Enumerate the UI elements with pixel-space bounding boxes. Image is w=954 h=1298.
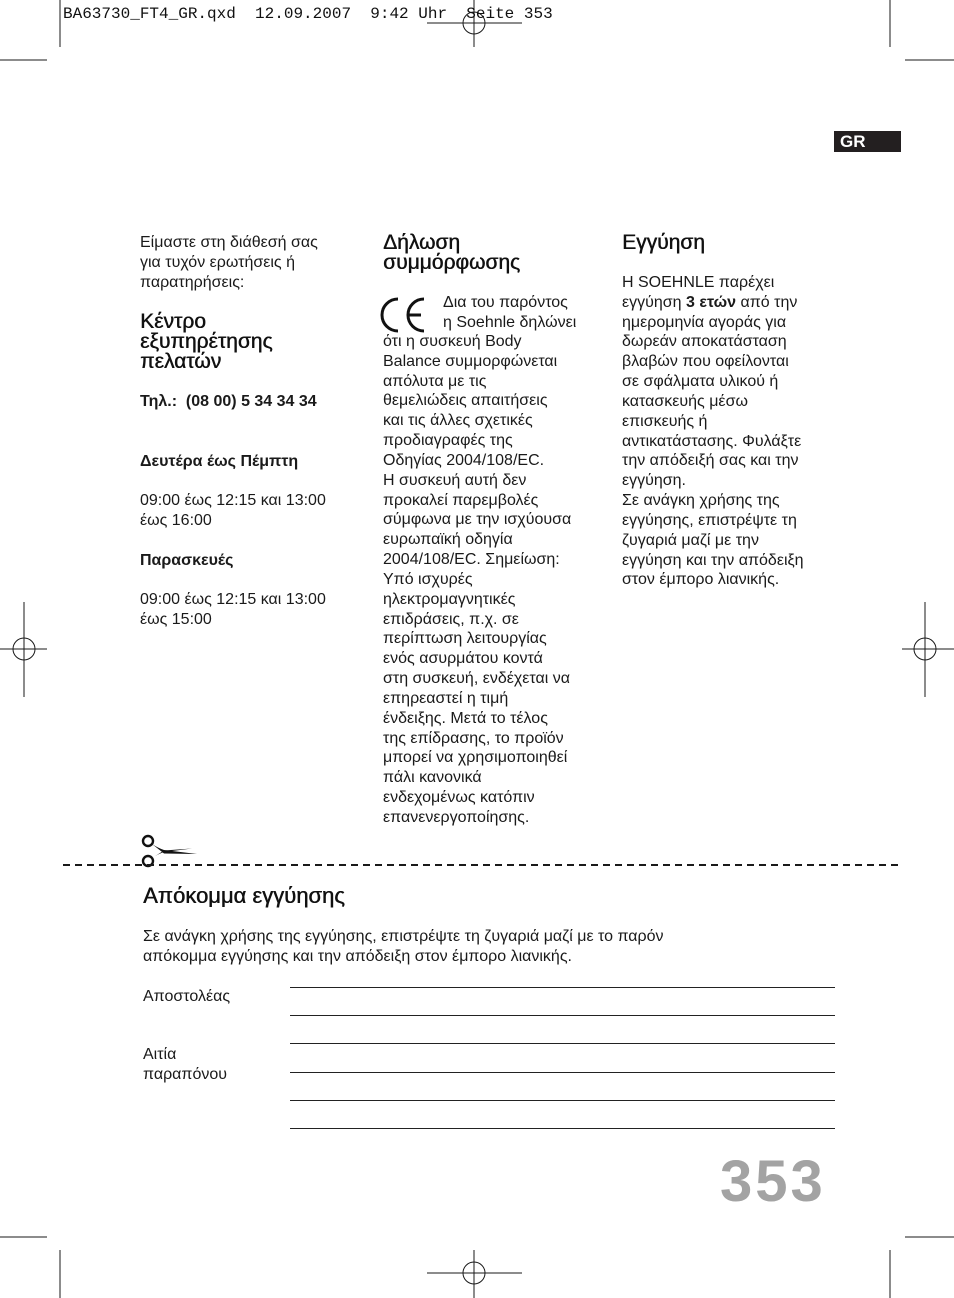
conformity-line: προδιαγραφές της: [383, 432, 513, 450]
warranty-line: εγγύηση και την απόδειξη: [622, 551, 804, 569]
warranty-line: Σε ανάγκη χρήσης της: [622, 492, 780, 510]
language-badge: GR: [834, 131, 901, 152]
warranty-period-line: [622, 293, 804, 313]
friday-section: [140, 551, 233, 571]
coupon-instruction-line: απόκομμα εγγύησης και την απόδειξη στον έμπορο λιανικής.: [143, 947, 572, 965]
coupon-heading-block: [143, 884, 345, 908]
conformity-line: Η συσκευή αυτή δεν: [383, 471, 527, 489]
service-intro-line: Είμαστε στη διάθεσή σας: [140, 234, 318, 251]
registration-mark-right: [902, 602, 954, 697]
sender-line: [290, 1015, 835, 1016]
phone-number: Τηλ.: (08 00) 5 34 34 34: [140, 393, 317, 410]
conformity-line: Οδηγίας 2004/108/EC.: [383, 451, 545, 469]
ce-mark-icon: [380, 297, 426, 333]
conformity-line: επηρεαστεί η τιμή: [383, 689, 509, 707]
weekdays-hours-line: έως 16:00: [140, 511, 212, 529]
warranty-line: στον έμπορο λιανικής.: [622, 571, 780, 589]
warranty-line: την απόδειξή σας και την: [622, 452, 799, 470]
warranty-line: επισκευής ή: [622, 412, 708, 430]
warranty-heading-block: [622, 233, 705, 253]
conformity-line: ηλεκτρομαγνητικές: [383, 590, 516, 608]
complaint-label-line: παραπόνου: [143, 1065, 227, 1083]
conformity-line: ενδεχομένως κατόπιν: [383, 789, 535, 807]
friday-label: Παρασκευές: [140, 552, 234, 569]
conformity-line: σύμφωνα με την ισχύουσα: [383, 511, 572, 529]
conformity-line: Δια του παρόντος: [443, 294, 568, 311]
service-heading: [140, 312, 272, 372]
conformity-line: Υπό ισχυρές: [383, 570, 473, 588]
service-intro-line: παρατηρήσεις:: [140, 273, 245, 291]
conformity-body: [383, 332, 571, 828]
conformity-line: στη συσκευή, ενδέχεται να: [383, 670, 571, 688]
service-intro-line: για τυχόν ερωτήσεις ή: [140, 253, 295, 271]
warranty-line: σε σφάλματα υλικού ή: [622, 373, 779, 391]
warranty-line: Η SOEHNLE παρέχει: [622, 274, 775, 291]
weekdays-section: [140, 452, 298, 472]
cut-line: [63, 864, 901, 866]
warranty-line: δωρεάν αποκατάσταση: [622, 333, 787, 351]
conformity-line: ευρωπαϊκή οδηγία: [383, 531, 513, 549]
warranty-line: αντικατάστασης. Φυλάξτε: [622, 432, 802, 450]
friday-hours-line: έως 15:00: [140, 610, 212, 628]
sender-field-label-block: [143, 987, 230, 1007]
complaint-line: [290, 1043, 835, 1044]
complaint-line: [290, 1072, 835, 1073]
conformity-line: προκαλεί παρεμβολές: [383, 491, 539, 509]
conformity-line: απόλυτα με τις: [383, 372, 487, 390]
warranty-line: βλαβών που οφείλονται: [622, 353, 789, 371]
conformity-line: της επίδρασης, το προϊόν: [383, 729, 564, 747]
sender-line: [290, 987, 835, 988]
complaint-field-label-block: [143, 1045, 227, 1085]
warranty-line: ημερομηνία αγοράς για: [622, 313, 787, 331]
service-heading-line: πελατών: [140, 350, 222, 373]
conformity-line: πάλι κανονικά: [383, 769, 482, 787]
complaint-line: [290, 1100, 835, 1101]
conformity-line: Balance συμμορφώνεται: [383, 352, 558, 370]
warranty-line: εγγύηση.: [622, 472, 686, 490]
sender-label: Αποστολέας: [143, 988, 231, 1005]
service-phone: [140, 392, 317, 412]
complaint-line: [290, 1128, 835, 1129]
conformity-heading-line: Δήλωση: [383, 231, 460, 254]
coupon-instructions: [143, 927, 664, 967]
weekdays-hours: [140, 491, 326, 531]
conformity-heading: [383, 233, 520, 273]
warranty-line: εγγύησης, επιστρέψτε τη: [622, 511, 797, 529]
registration-mark-left: [0, 602, 47, 697]
conformity-line: και τις άλλες σχετικές: [383, 412, 533, 430]
warranty-body: [622, 273, 804, 590]
warranty-line: κατασκευής μέσω: [622, 392, 748, 410]
service-heading-line: Κέντρο: [140, 310, 206, 333]
conformity-line: ένδειξης. Μετά το τέλος: [383, 709, 548, 727]
warranty-line: ζυγαριά μαζί με την: [622, 531, 759, 549]
conformity-line: ότι η συσκευή Body: [383, 333, 522, 350]
conformity-heading-line: συμμόρφωσης: [383, 251, 521, 274]
conformity-line: επανενεργοποίησης.: [383, 808, 530, 826]
warranty-period-after: από την: [736, 293, 798, 311]
weekdays-label: Δευτέρα έως Πέμπτη: [140, 453, 299, 470]
warranty-heading: Εγγύηση: [622, 231, 705, 254]
registration-mark-bottom: [427, 1250, 522, 1298]
conformity-line: μπορεί να χρησιμοποιηθεί: [383, 749, 568, 767]
coupon-instruction-line: Σε ανάγκη χρήσης της εγγύησης, επιστρέψτε τη ζυγαριά μαζί με το παρόν: [143, 928, 664, 945]
conformity-line: 2004/108/EC. Σημείωση:: [383, 551, 560, 569]
coupon-heading: Απόκομμα εγγύησης: [143, 883, 345, 908]
warranty-period-duration: 3 ετών: [686, 293, 737, 311]
complaint-label-line: Αιτία: [143, 1046, 177, 1063]
warranty-period-before: εγγύηση: [622, 293, 686, 311]
weekdays-hours-line: 09:00 έως 12:15 και 13:00: [140, 492, 326, 509]
conformity-line: θεμελιώδεις απαιτήσεις: [383, 392, 548, 410]
friday-hours-line: 09:00 έως 12:15 και 13:00: [140, 591, 326, 608]
conformity-line: ενός ασυρμάτου κοντά: [383, 650, 543, 668]
service-intro: [140, 233, 318, 292]
page-number: 353: [720, 1149, 826, 1214]
conformity-first-lines: [443, 293, 576, 333]
conformity-line: περίπτωση λειτουργίας: [383, 630, 547, 648]
friday-hours: [140, 590, 326, 630]
print-slug: BA63730_FT4_GR.qxd 12.09.2007 9:42 Uhr Seite 353: [63, 5, 553, 23]
conformity-line: επιδράσεις, π.χ. σε: [383, 610, 519, 628]
service-heading-line: εξυπηρέτησης: [140, 330, 273, 353]
conformity-line: η Soehnle δηλώνει: [443, 313, 577, 331]
